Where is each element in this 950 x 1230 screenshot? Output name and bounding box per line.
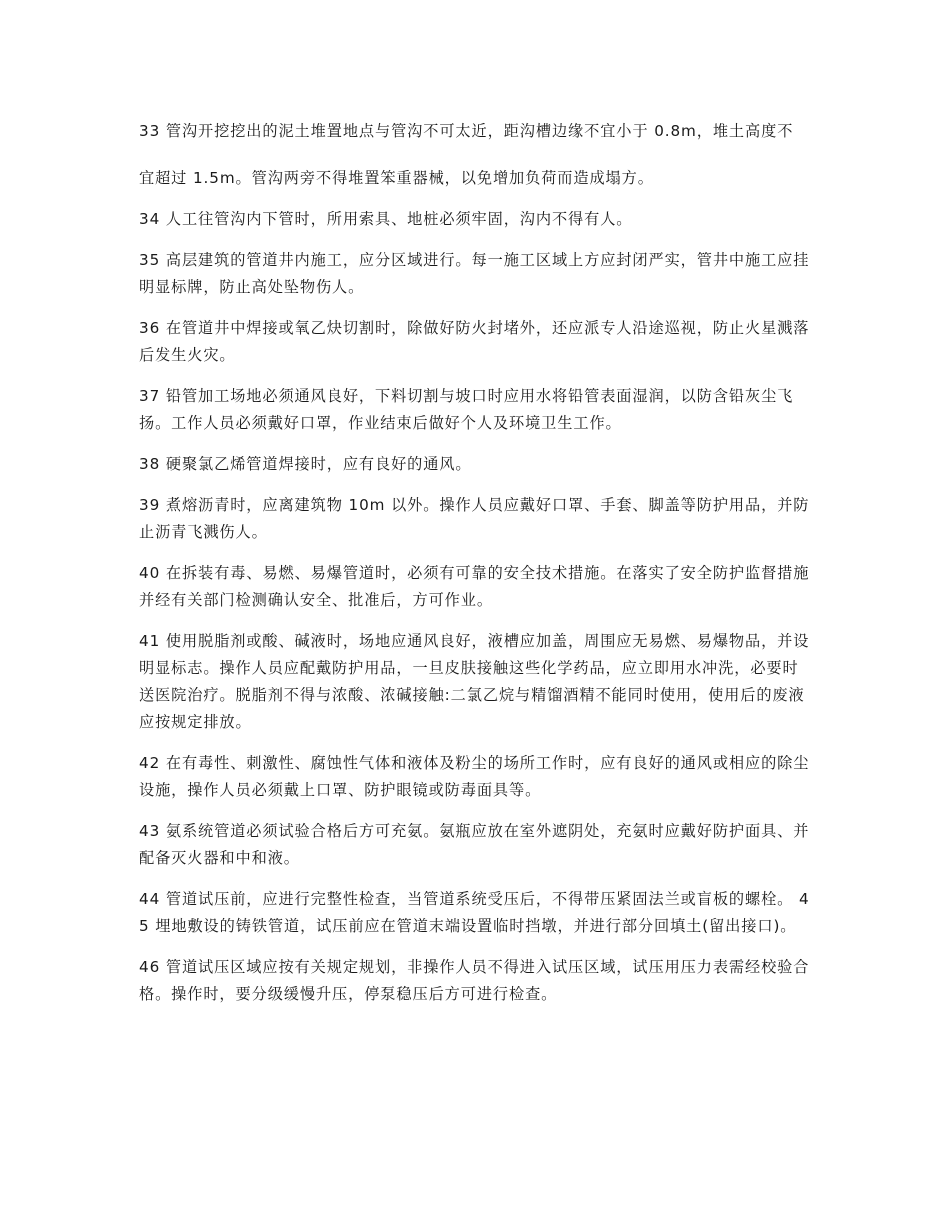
paragraph-39: 39 煮熔沥青时，应离建筑物 10m 以外。操作人员应戴好口罩、手套、脚盖等防护用品，并防止沥青飞溅伤人。 [139,496,810,541]
paragraph-38: 38 硬聚氯乙烯管道焊接时，应有良好的通风。 [139,455,472,473]
paragraph-42: 42 在有毒性、刺激性、腐蚀性气体和液体及粉尘的场所工作时，应有良好的通风或相应的除尘设施，操作人员必须戴上口罩、防护眼镜或防毒面具等。 [139,754,810,799]
document-page [139,118,811,1022]
paragraph-46: 46 管道试压区域应按有关规定规划，非操作人员不得进入试压区域，试压用压力表需经校验合格。操作时，要分级缓慢升压，停泵稳压后方可进行检查。 [139,958,810,1003]
paragraph-36: 36 在管道井中焊接或氧乙炔切割时，除做好防火封堵外，还应派专人沿途巡视，防止火星溅落后发生火灾。 [139,319,810,364]
paragraph-35: 35 高层建筑的管道井内施工，应分区域进行。每一施工区域上方应封闭严实，管井中施工应挂明显标牌，防止高处坠物伤人。 [139,251,810,296]
paragraph-33: 33 管沟开挖挖出的泥土堆置地点与管沟不可太近，距沟槽边缘不宜小于 0.8m，堆土高度不 [139,122,794,140]
paragraph-40: 40 在拆装有毒、易燃、易爆管道时，必须有可靠的安全技术措施。在落实了安全防护监督措施并经有关部门检测确认安全、批准后，方可作业。 [139,564,810,609]
paragraph-44-45: 44 管道试压前，应进行完整性检查，当管道系统受压后，不得带压紧固法兰或盲板的螺栓。 45 埋地敷设的铸铁管道，试压前应在管道末端设置临时挡墩，并进行部分回填土(留出接口)。 [139,890,810,935]
paragraph-43: 43 氨系统管道必须试验合格后方可充氨。氨瓶应放在室外遮阴处，充氨时应戴好防护面具、并配备灭火器和中和液。 [139,822,810,867]
paragraph-37: 37 铅管加工场地必须通风良好，下料切割与坡口时应用水将铅管表面湿润，以防含铅灰尘飞扬。工作人员必须戴好口罩，作业结束后做好个人及环境卫生工作。 [139,387,794,432]
paragraph-33-continued: 宜超过 1.5m。管沟两旁不得堆置笨重器械，以免增加负荷而造成塌方。 [139,169,654,187]
paragraph-34: 34 人工往管沟内下管时，所用索具、地桩必须牢固，沟内不得有人。 [139,210,633,228]
paragraph-41: 41 使用脱脂剂或酸、碱液时，场地应通风良好，液槽应加盖，周围应无易燃、易爆物品，并设明显标志。操作人员应配戴防护用品，一旦皮肤接触这些化学药品，应立即用水冲洗，必要时送医院治疗。脱脂剂不得与浓酸、浓碱接触:二氯乙烷与精馏酒精不能同时使用，使用后的废液应按规定排放。 [139,632,810,731]
